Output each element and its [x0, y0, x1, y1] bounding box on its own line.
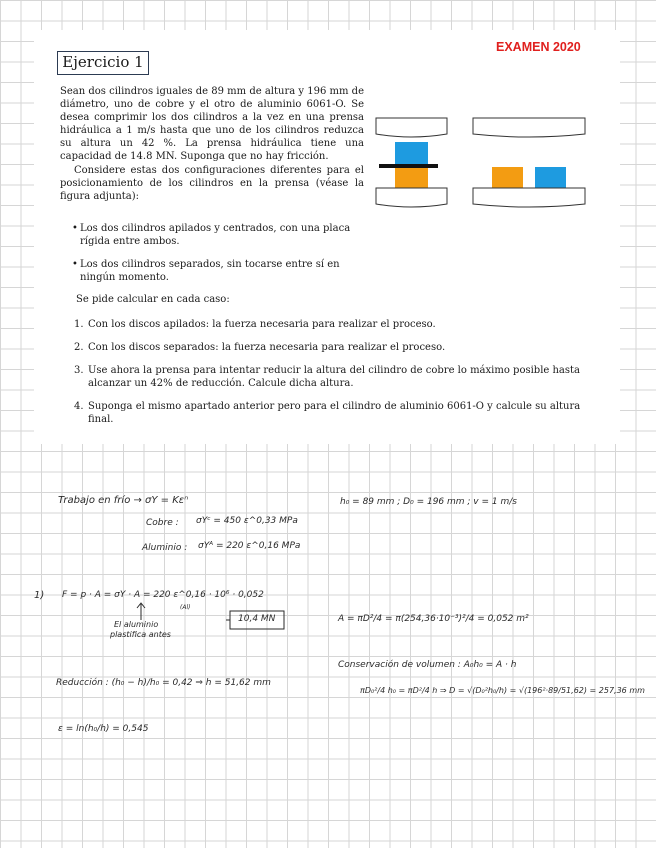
problem-intro: Sean dos cilindros iguales de 89 mm de altura y 196 mm de diámetro, uno de cobre y el otro de aluminio 6061-O. Se desea comprimir los dos cilindros a la vez en una prensa hidráulica a 1 m/s hasta que uno de los cilindros reduzca su altura un 42 %. La prensa hidráulica tiene una capacidad de 14.8 MN. Suponga que no hay fricción.	[60, 86, 364, 162]
note-reduction-eq: Reducción : (h₀ − h)/h₀ = 0,42 ⇒ h = 51,62 mm	[56, 678, 271, 688]
note-conservation-eq: πD₀²/4 h₀ = πD²/4 h ⇒ D = √(D₀²h₀/h) = √(196²·89/51,62) = 257,36 mm	[360, 686, 645, 695]
copper-cylinder-separated	[492, 167, 523, 188]
note-aluminium-first-1: El aluminio	[114, 620, 159, 629]
note-cobre-eq: σYᶜ = 450 ε^0,33 MPa	[196, 516, 298, 526]
lower-press-plate	[473, 188, 585, 207]
question-text: Use ahora la prensa para intentar reducir la altura del cilindro de cobre lo máximo posible hasta alcanzar un 42% de reducción. Calcule dicha altura.	[88, 365, 581, 389]
question-number: 1.	[74, 319, 84, 330]
note-al-mark: (Al)	[180, 604, 191, 611]
question-text: Con los discos separados: la fuerza necesaria para realizar el proceso.	[88, 342, 446, 353]
rigid-plate	[379, 164, 438, 168]
question-number: 2.	[74, 342, 84, 353]
note-strain-eq: ε = ln(h₀/h) = 0,545	[58, 724, 149, 734]
note-work-law: Trabajo en frío → σY = Kεⁿ	[58, 495, 189, 506]
question-text: Con los discos apilados: la fuerza necesaria para realizar el proceso.	[88, 319, 436, 330]
exam-year-tag: EXAMEN 2020	[496, 40, 581, 54]
upper-press-plate	[473, 118, 585, 137]
question-number: 4.	[74, 401, 84, 412]
note-givens: h₀ = 89 mm ; D₀ = 196 mm ; v = 1 m/s	[340, 497, 517, 507]
note-conservation: Conservación de volumen : A₀h₀ = A · h	[338, 660, 517, 670]
bullet-text: Los dos cilindros apilados y centrados, con una placa rígida entre ambos.	[80, 223, 351, 247]
note-aluminio-eq: σYᴬ = 220 ε^0,16 MPa	[198, 541, 301, 551]
note-cobre-label: Cobre :	[146, 518, 179, 528]
upper-press-plate	[376, 118, 447, 137]
note-area-eq: A = πD²/4 = π(254,36·10⁻³)²/4 = 0,052 m²	[338, 614, 529, 624]
note-aluminio-label: Aluminio :	[142, 543, 188, 553]
bullet-dot-icon: •	[72, 223, 78, 234]
bullet-dot-icon: •	[72, 259, 78, 270]
lower-press-plate	[376, 188, 447, 207]
question-prompt: Se pide calcular en cada caso:	[76, 294, 230, 305]
note-aluminium-first-2: plastifica antes	[110, 630, 171, 639]
stacked-configuration	[376, 118, 447, 207]
copper-cylinder-stacked	[395, 168, 428, 188]
question-number: 3.	[74, 365, 84, 376]
bullet-text: Los dos cilindros separados, sin tocarse entre sí en ningún momento.	[80, 259, 340, 283]
aluminum-cylinder-stacked	[395, 142, 428, 166]
problem-config-text: Considere estas dos configuraciones diferentes para el posicionamiento de los cilindros en la prensa (véase la figura adjunta):	[60, 165, 364, 202]
note-part-number: 1)	[34, 590, 45, 601]
aluminum-cylinder-separated	[535, 167, 566, 188]
note-force-result: 10,4 MN	[238, 614, 276, 624]
note-force-eq: F = p · A = σY · A = 220 ε^0,16 · 10⁶ · 0,052	[62, 590, 264, 600]
question-text: Suponga el mismo apartado anterior pero para el cilindro de aluminio 6061-O y calcule su altura final.	[88, 401, 581, 425]
separated-configuration	[473, 118, 585, 207]
exercise-title: Ejercicio 1	[57, 51, 149, 75]
